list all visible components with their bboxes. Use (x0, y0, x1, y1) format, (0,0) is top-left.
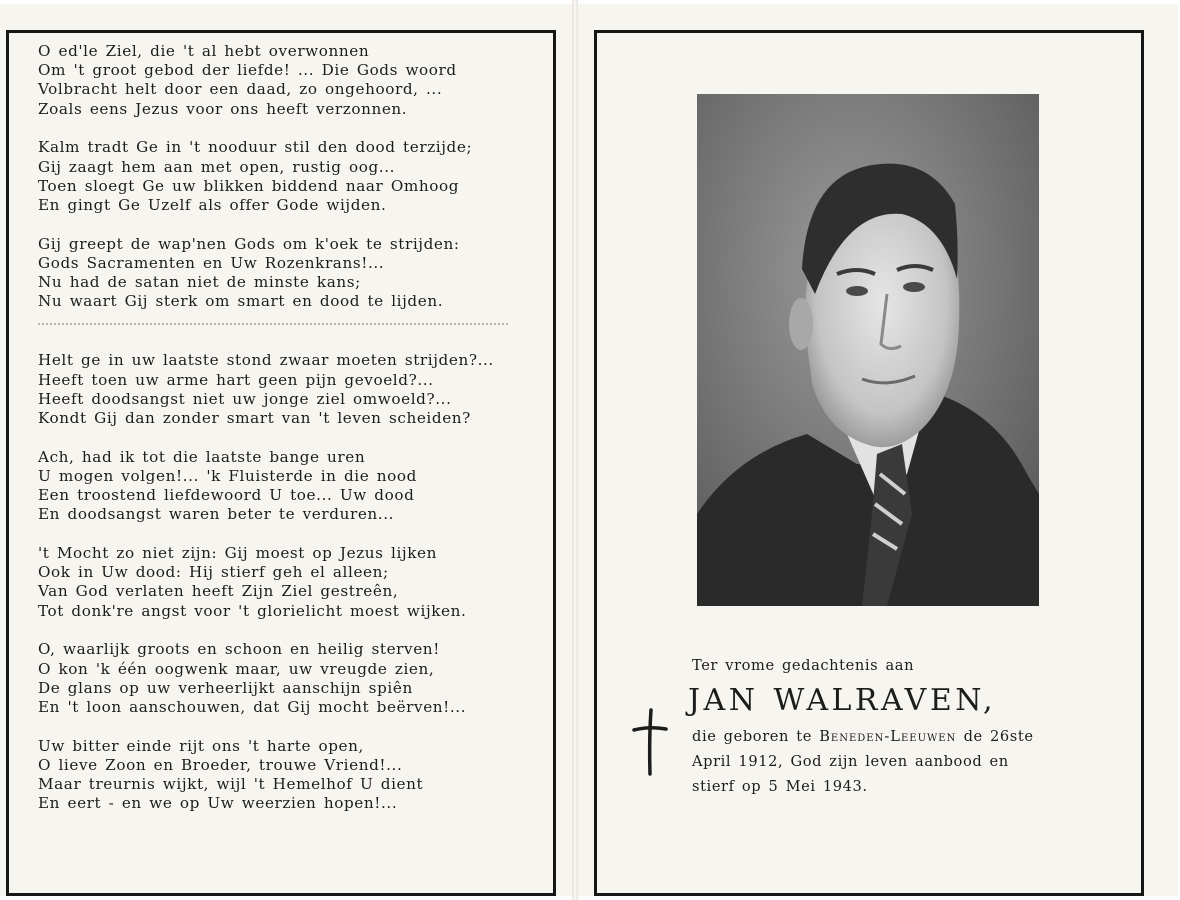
portrait-photo (697, 94, 1039, 606)
poem-line: Van God verlaten heeft Zijn Ziel gestreên, (38, 582, 399, 601)
poem-line: 't Mocht zo niet zijn: Gij moest op Jezus lijken (38, 544, 437, 563)
poem (38, 42, 528, 833)
poem-line: En 't loon aanschouwen, dat Gij mocht beërven!... (38, 697, 467, 716)
poem-line: En doodsangst waren beter te verduren... (38, 505, 395, 524)
poem-line: O lieve Zoon en Broeder, trouwe Vriend!... (38, 755, 403, 774)
poem-stanza (38, 640, 528, 717)
poem-line: Helt ge in uw laatste stond zwaar moeten strijden?... (38, 351, 494, 370)
poem-line: Toen sloegt Ge uw blikken biddend naar Omhoog (38, 176, 460, 195)
poem-line: Ook in Uw dood: Hij stierf geh el alleen; (38, 563, 389, 582)
poem-line: Volbracht helt door een daad, zo ongehoord, ... (38, 80, 443, 99)
portrait-illustration (697, 94, 1039, 606)
memorial-details-line: stierf op 5 Mei 1943. (692, 778, 868, 795)
details-text: die geboren te (692, 728, 812, 745)
dotted-divider (38, 323, 508, 325)
poem-line: Kondt Gij dan zonder smart van 't leven scheiden? (38, 409, 471, 428)
poem-line: Nu had de satan niet de minste kans; (38, 273, 361, 292)
cross-icon (630, 708, 670, 778)
memorial-details-line (692, 724, 1072, 749)
birthplace: Beneden-Leeuwen (819, 728, 957, 745)
poem-line: En eert - en we op Uw weerzien hopen!... (38, 794, 398, 813)
poem-stanza (38, 544, 528, 621)
poem-line: O ed'le Ziel, die 't al hebt overwonnen (38, 42, 370, 60)
poem-line: Om 't groot gebod der liefde! ... Die Gods woord (38, 61, 457, 80)
poem-line: Nu waart Gij sterk om smart en dood te lijden. (38, 292, 444, 311)
poem-line: Kalm tradt Ge in 't nooduur stil den dood terzijde; (38, 138, 473, 157)
poem-line: Gods Sacramenten en Uw Rozenkrans!... (38, 253, 385, 272)
poem-line: Zoals eens Jezus voor ons heeft verzonnen. (38, 99, 408, 118)
left-card-page (0, 4, 572, 896)
poem-line: Gij zaagt hem aan met open, rustig oog... (38, 157, 396, 176)
deceased-name: JAN WALRAVEN, (688, 683, 997, 718)
poem-line: U mogen volgen!... 'k Fluisterde in die nood (38, 466, 417, 485)
poem-line: Uw bitter einde rijt ons 't harte open, (38, 736, 364, 755)
poem-line: O, waarlijk groots en schoon en heilig sterven! (38, 640, 440, 659)
poem-stanza (38, 138, 528, 215)
poem-line: Heeft toen uw arme hart geen pijn gevoeld?... (38, 370, 434, 389)
memorial-details-line: April 1912, God zijn leven aanbood en (692, 753, 1009, 770)
poem-line: De glans op uw verheerlijkt aanschijn spiên (38, 678, 413, 697)
poem-stanza (38, 235, 528, 312)
poem-line: Tot donk're angst voor 't glorielicht moest wijken. (38, 601, 467, 620)
poem-line: O kon 'k één oogwenk maar, uw vreugde zien, (38, 659, 435, 678)
details-text: de 26ste (963, 728, 1034, 745)
right-card-page (578, 4, 1178, 896)
poem-stanza (38, 42, 528, 119)
memorial-intro: Ter vrome gedachtenis aan (692, 657, 915, 674)
poem-line: Ach, had ik tot die laatste bange uren (38, 447, 366, 466)
poem-line: En gingt Ge Uzelf als offer Gode wijden. (38, 195, 387, 214)
poem-line: Heeft doodsangst niet uw jonge ziel omwoeld?... (38, 389, 452, 408)
poem-line: Maar treurnis wijkt, wijl 't Hemelhof U dient (38, 775, 424, 794)
poem-stanza (38, 351, 528, 428)
memorial-text (688, 656, 1072, 799)
poem-stanza (38, 737, 528, 814)
poem-line: Een troostend liefdewoord U toe... Uw dood (38, 486, 415, 505)
poem-stanza (38, 448, 528, 525)
poem-line: Gij greept de wap'nen Gods om k'oek te strijden: (38, 234, 460, 253)
